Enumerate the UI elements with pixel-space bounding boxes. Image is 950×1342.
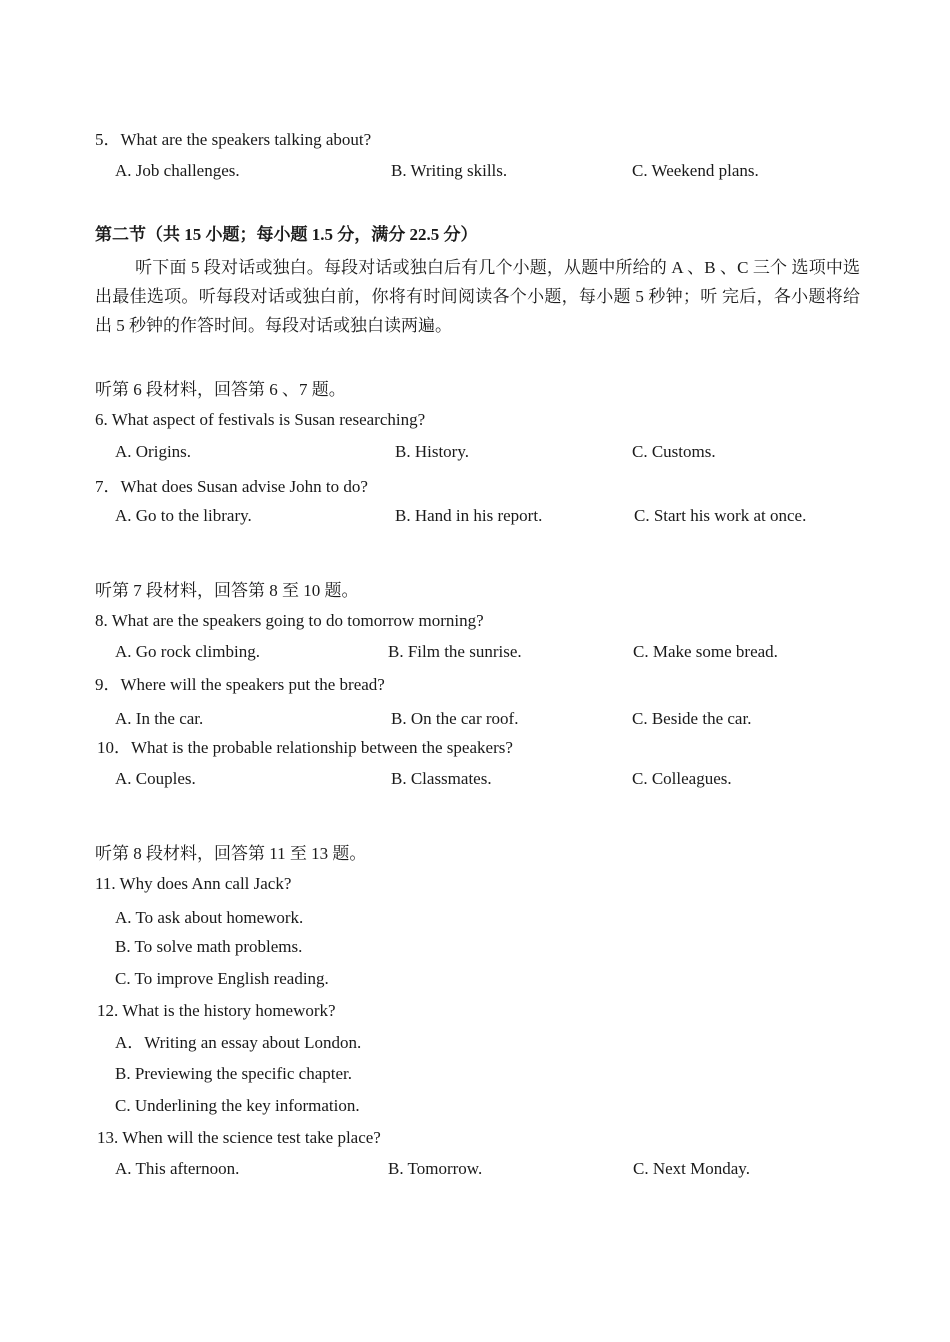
q7-option-a: A. Go to the library. <box>115 506 252 525</box>
q11-option-b: B. To solve math problems. <box>115 937 303 956</box>
q5-option-a: A. Job challenges. <box>115 161 240 180</box>
q12-option-b: B. Previewing the specific chapter. <box>115 1064 352 1083</box>
q11-option-c: C. To improve English reading. <box>115 969 329 988</box>
instructions-text: 听下面 5 段对话或独白。每段对话或独白后有几个小题，从题中所给的 A 、B 、C 三个 选项中选出最佳选项。听每段对话或独白前，你将有时间阅读各个小题，每小题 5 秒钟；听 完后，各小题将给出 5 秒钟的作答时间。每段对话或独白读两遍。 <box>95 258 860 335</box>
section-instructions <box>95 253 860 340</box>
q5-option-b: B. Writing skills. <box>391 161 508 180</box>
q12-option-a: A．Writing an essay about London. <box>115 1033 362 1052</box>
q11-option-a: A. To ask about homework. <box>115 908 304 927</box>
q13-option-b: B. Tomorrow. <box>388 1159 483 1178</box>
q5-option-c: C. Weekend plans. <box>632 161 759 180</box>
q13-option-a: A. This afternoon. <box>115 1159 240 1178</box>
group6-intro: 听第 6 段材料，回答第 6 、7 题。 <box>95 380 346 399</box>
q7-stem: 7．What does Susan advise John to do? <box>95 477 368 496</box>
group8-intro: 听第 8 段材料，回答第 11 至 13 题。 <box>95 844 367 863</box>
q12-stem: 12. What is the history homework? <box>97 1001 336 1020</box>
q6-stem: 6. What aspect of festivals is Susan researching? <box>95 410 426 429</box>
q6-option-b: B. History. <box>395 442 469 461</box>
q10-stem: 10．What is the probable relationship between the speakers? <box>97 738 513 757</box>
q7-option-b: B. Hand in his report. <box>395 506 543 525</box>
q13-stem: 13. When will the science test take place? <box>97 1128 381 1147</box>
q10-option-b: B. Classmates. <box>391 769 492 788</box>
q13-option-c: C. Next Monday. <box>633 1159 750 1178</box>
q8-stem: 8. What are the speakers going to do tomorrow morning? <box>95 611 484 630</box>
q9-stem: 9．Where will the speakers put the bread? <box>95 675 385 694</box>
q10-option-a: A. Couples. <box>115 769 196 788</box>
q8-option-b: B. Film the sunrise. <box>388 642 522 661</box>
q9-option-b: B. On the car roof. <box>391 709 519 728</box>
q8-option-a: A. Go rock climbing. <box>115 642 260 661</box>
group7-intro: 听第 7 段材料，回答第 8 至 10 题。 <box>95 581 359 600</box>
q6-option-a: A. Origins. <box>115 442 192 461</box>
q9-option-a: A. In the car. <box>115 709 204 728</box>
q7-option-c: C. Start his work at once. <box>634 506 807 525</box>
q11-stem: 11. Why does Ann call Jack? <box>95 874 292 893</box>
q6-option-c: C. Customs. <box>632 442 716 461</box>
q10-option-c: C. Colleagues. <box>632 769 732 788</box>
q12-option-c: C. Underlining the key information. <box>115 1096 360 1115</box>
q9-option-c: C. Beside the car. <box>632 709 752 728</box>
q8-option-c: C. Make some bread. <box>633 642 778 661</box>
q5-stem: 5．What are the speakers talking about? <box>95 130 372 149</box>
section-heading: 第二节（共 15 小题；每小题 1.5 分，满分 22.5 分） <box>95 225 478 244</box>
